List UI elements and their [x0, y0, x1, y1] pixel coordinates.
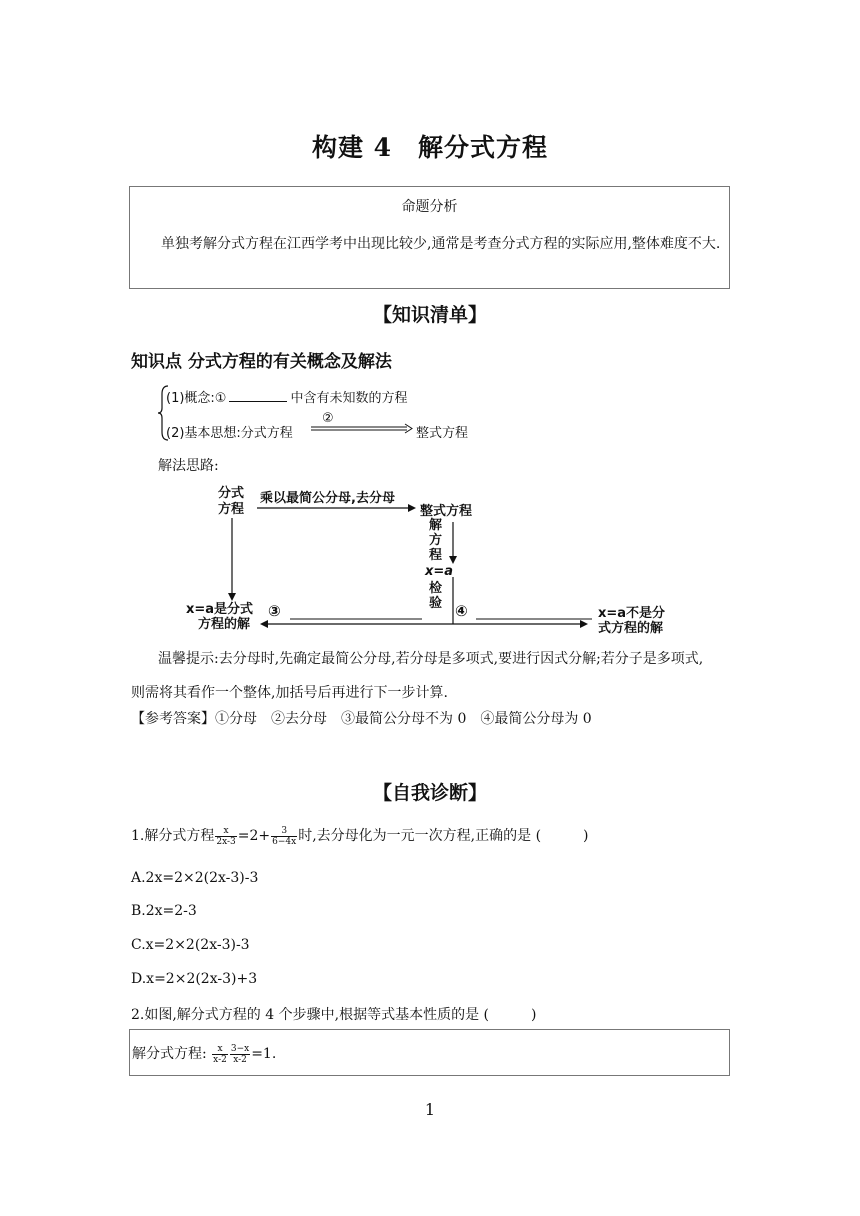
tip-line-2: 则需将其看作一个整体,加括号后再进行下一步计算. — [131, 685, 448, 701]
q2-box-suffix: =1. — [251, 1046, 277, 1062]
q1-option-c: C.x=2×2(2x-3)-3 — [131, 937, 250, 953]
q1-mid: =2+ — [237, 828, 271, 844]
analysis-box — [129, 186, 730, 289]
q2-box — [129, 1029, 730, 1076]
flow-solve-1: 解 — [429, 518, 443, 533]
flow-integer-equation: 整式方程 — [420, 504, 473, 519]
blank-1 — [229, 401, 287, 402]
self-diagnosis-heading: 【自我诊断】 — [372, 782, 487, 804]
q1-fraction-1 — [215, 826, 236, 847]
q1-option-b: B.2x=2-3 — [131, 903, 197, 919]
analysis-body: 单独考解分式方程在江西学考中出现比较少,通常是考查分式方程的实际应用,整体难度不大. — [161, 236, 721, 252]
flow-x-eq-a: x=a — [425, 564, 454, 579]
q1-option-a: A.2x=2×2(2x-3)-3 — [131, 870, 259, 886]
flow-solve — [429, 518, 442, 563]
flow-mark-3: ③ — [268, 602, 281, 620]
knowledge-point-title: 知识点 分式方程的有关概念及解法 — [131, 352, 392, 372]
concept-line1-prefix: (1)概念:① — [166, 391, 227, 406]
q1-fraction-2 — [271, 826, 297, 847]
q1-frac2-den: 6−4x — [272, 836, 297, 847]
concept-line2-suffix: 整式方程 — [416, 426, 469, 441]
method-label: 解法思路: — [158, 458, 219, 474]
flow-right-result-1: x=a不是分 — [598, 606, 666, 621]
question-2: 2.如图,解分式方程的 4 个步骤中,根据等式基本性质的是 ( ) — [131, 1007, 537, 1023]
q2-frac2-den: x-2 — [233, 1054, 247, 1065]
concept-line-2 — [166, 422, 293, 441]
flow-left-result — [186, 602, 253, 632]
concept-mark-2: ② — [322, 411, 334, 426]
flow-right-result-2: 式方程的解 — [598, 621, 664, 636]
q1-frac2-num: 3 — [271, 826, 297, 837]
q2-frac1-den: x-2 — [213, 1054, 227, 1065]
reference-answer: 【参考答案】①分母 ②去分母 ③最简公分母不为 0 ④最简公分母为 0 — [131, 711, 592, 727]
flow-solve-3: 程 — [429, 548, 443, 563]
flow-solve-2: 方 — [429, 533, 443, 548]
flow-diagram — [180, 482, 700, 642]
flow-start-line2: 方程 — [218, 502, 245, 517]
flow-right-result — [598, 606, 665, 636]
flow-left-result-2: 方程的解 — [198, 617, 251, 632]
concept-line2-prefix: (2)基本思想:分式方程 — [166, 426, 293, 441]
knowledge-heading: 【知识清单】 — [372, 304, 487, 326]
q1-prefix: 1.解分式方程 — [131, 828, 215, 844]
q2-fraction-2 — [230, 1044, 250, 1065]
q1-frac1-num: x — [215, 826, 236, 837]
flow-check — [429, 581, 442, 611]
q2-frac1-num: x — [212, 1044, 228, 1055]
flow-start — [218, 486, 244, 518]
q2-box-prefix: 解分式方程: — [132, 1046, 212, 1062]
flow-start-line1: 分式 — [218, 486, 245, 501]
q1-frac1-den: 2x-3 — [216, 836, 236, 847]
double-arrow-icon — [311, 422, 413, 436]
tip-line-1: 温馨提示:去分母时,先确定最简公分母,若分母是多项式,要进行因式分解;若分子是多项式, — [158, 651, 704, 667]
flow-left-result-1: x=a是分式 — [186, 602, 254, 617]
q1-suffix: 时,去分母化为一元一次方程,正确的是 ( ) — [298, 828, 589, 844]
q1-option-d: D.x=2×2(2x-3)+3 — [131, 971, 258, 987]
flow-mark-4: ④ — [455, 602, 468, 620]
flow-check-1: 检 — [429, 581, 443, 596]
concept-line-1 — [166, 387, 407, 406]
concept-block — [158, 384, 488, 444]
analysis-heading: 命题分析 — [401, 199, 458, 215]
q2-box-content — [132, 1043, 276, 1065]
q2-frac2-num: 3−x — [230, 1043, 250, 1054]
flow-check-2: 验 — [429, 596, 443, 611]
page-number: 1 — [424, 1100, 436, 1119]
page-title: 构建 4 解分式方程 — [311, 133, 549, 162]
concept-line1-suffix: 中含有未知数的方程 — [290, 391, 408, 406]
flow-top-label: 乘以最简公分母,去分母 — [260, 491, 395, 506]
question-1 — [131, 825, 589, 847]
q2-fraction-1 — [212, 1044, 228, 1065]
